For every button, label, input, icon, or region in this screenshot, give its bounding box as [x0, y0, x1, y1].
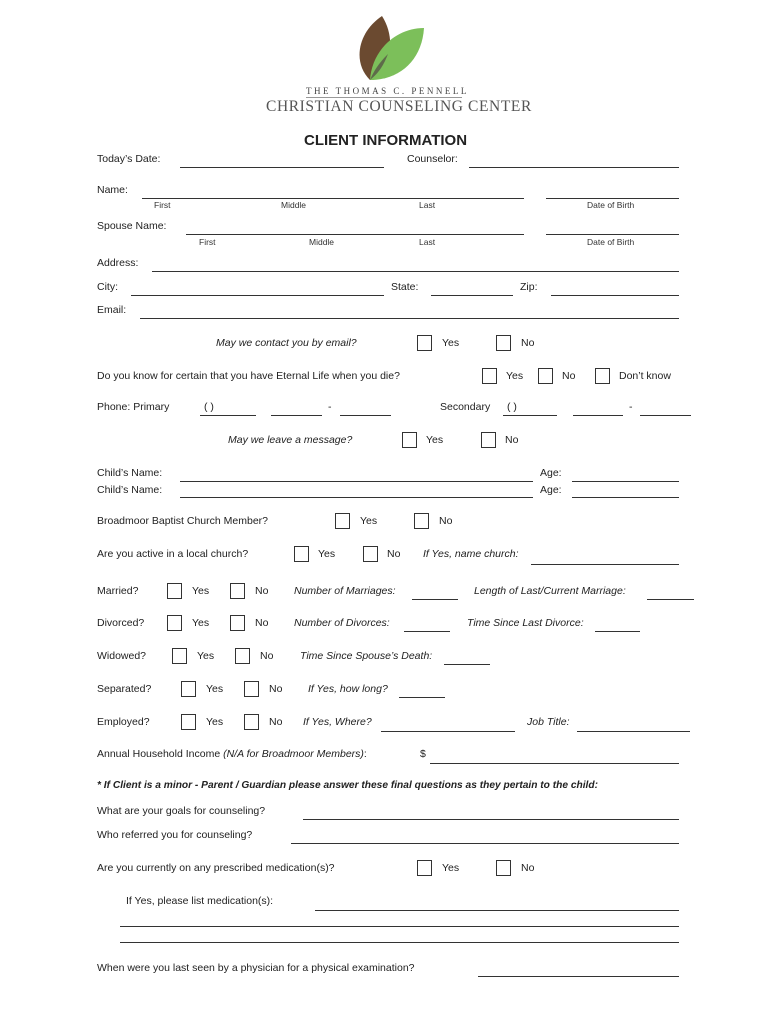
eternal-life-yes-label: Yes — [506, 370, 524, 382]
eternal-life-question: Do you know for certain that you have Eternal Life when you die? — [97, 370, 400, 382]
num-divorces-field[interactable] — [404, 631, 450, 632]
primary-prefix-field[interactable] — [271, 415, 322, 416]
married-question: Married? — [97, 585, 139, 597]
employed-yes-label: Yes — [206, 716, 224, 728]
child-age-field-2[interactable] — [572, 497, 679, 498]
address-field[interactable] — [152, 271, 679, 272]
child-name-field-2[interactable] — [180, 497, 533, 498]
goals-question: What are your goals for counseling? — [97, 805, 266, 817]
broadmoor-no-checkbox[interactable] — [414, 513, 429, 529]
time-since-death-field[interactable] — [444, 664, 490, 665]
broadmoor-yes-label: Yes — [360, 515, 378, 527]
medications-field-3[interactable] — [120, 942, 679, 943]
church-name-field[interactable] — [531, 564, 679, 565]
active-church-yes-label: Yes — [318, 548, 336, 560]
referred-question: Who referred you for counseling? — [97, 829, 253, 841]
address-label: Address: — [97, 257, 139, 269]
name-field[interactable] — [142, 198, 524, 199]
spouse-name-label: Spouse Name: — [97, 220, 167, 232]
counselor-field[interactable] — [469, 167, 679, 168]
child-age-field-1[interactable] — [572, 481, 679, 482]
time-since-divorce-field[interactable] — [595, 631, 640, 632]
secondary-prefix-field[interactable] — [573, 415, 623, 416]
contact-email-no-label: No — [521, 337, 535, 349]
income-field[interactable] — [430, 763, 679, 764]
leave-message-question: May we leave a message? — [228, 434, 353, 446]
phone-primary-label: Phone: Primary — [97, 401, 170, 413]
name-middle-caption: Middle — [281, 200, 307, 210]
married-yes-label: Yes — [192, 585, 210, 597]
spouse-last-caption: Last — [419, 237, 436, 247]
spouse-name-field[interactable] — [186, 234, 524, 235]
widowed-no-checkbox[interactable] — [235, 648, 250, 664]
broadmoor-member-question: Broadmoor Baptist Church Member? — [97, 515, 268, 527]
medication-question: Are you currently on any prescribed medication(s)? — [97, 862, 335, 874]
job-title-label: Job Title: — [527, 716, 570, 728]
separated-yes-label: Yes — [206, 683, 224, 695]
logo-line-2: CHRISTIAN COUNSELING CENTER — [266, 98, 532, 115]
state-label: State: — [391, 281, 419, 293]
zip-field[interactable] — [551, 295, 679, 296]
todays-date-field[interactable] — [180, 167, 384, 168]
active-church-question: Are you active in a local church? — [97, 548, 249, 560]
logo-line-1: THE THOMAS C. PENNELL — [306, 86, 469, 96]
spouse-first-caption: First — [199, 237, 216, 247]
spouse-dob-field[interactable] — [546, 234, 679, 235]
secondary-dash: - — [629, 401, 633, 413]
page-title: CLIENT INFORMATION — [304, 132, 468, 149]
referred-field[interactable] — [291, 843, 679, 844]
employer-label: If Yes, Where? — [303, 716, 372, 728]
medications-field-1[interactable] — [315, 910, 679, 911]
length-marriage-label: Length of Last/Current Marriage: — [474, 585, 626, 597]
primary-dash: - — [328, 401, 332, 413]
separated-question: Separated? — [97, 683, 152, 695]
eternal-life-yes-checkbox[interactable] — [482, 368, 497, 384]
email-label: Email: — [97, 304, 127, 316]
phone-secondary-label: Secondary — [440, 401, 491, 413]
divorced-yes-label: Yes — [192, 617, 210, 629]
counselor-label: Counselor: — [407, 153, 458, 165]
medication-no-checkbox[interactable] — [496, 860, 511, 876]
income-note: (N/A for Broadmoor Members) — [223, 748, 364, 760]
child-name-label-1: Child’s Name: — [97, 467, 163, 479]
widowed-yes-checkbox[interactable] — [172, 648, 187, 664]
city-label: City: — [97, 281, 118, 293]
dob-field[interactable] — [546, 198, 679, 199]
broadmoor-yes-checkbox[interactable] — [335, 513, 350, 529]
leave-message-no-checkbox[interactable] — [481, 432, 496, 448]
eternal-life-dont-know-checkbox[interactable] — [595, 368, 610, 384]
employed-yes-checkbox[interactable] — [181, 714, 196, 730]
child-age-label-1: Age: — [540, 467, 562, 479]
leaf-logo-icon — [350, 14, 430, 86]
child-age-label-2: Age: — [540, 484, 562, 496]
spouse-dob-caption: Date of Birth — [587, 237, 635, 247]
spouse-middle-caption: Middle — [309, 237, 335, 247]
eternal-life-no-checkbox[interactable] — [538, 368, 553, 384]
medication-yes-checkbox[interactable] — [417, 860, 432, 876]
num-marriages-field[interactable] — [412, 599, 458, 600]
secondary-area-code-field[interactable] — [503, 415, 557, 416]
zip-label: Zip: — [520, 281, 538, 293]
contact-email-yes-label: Yes — [442, 337, 460, 349]
time-since-divorce-label: Time Since Last Divorce: — [467, 617, 584, 629]
minor-note: * If Client is a minor - Parent / Guardian please answer these final questions as they pertain to the child: — [97, 780, 599, 791]
divorced-yes-checkbox[interactable] — [167, 615, 182, 631]
broadmoor-no-label: No — [439, 515, 453, 527]
separated-no-checkbox[interactable] — [244, 681, 259, 697]
eternal-life-no-label: No — [562, 370, 576, 382]
secondary-area-code: ( ) — [507, 401, 517, 413]
name-church-label: If Yes, name church: — [423, 548, 519, 560]
primary-line-field[interactable] — [340, 415, 391, 416]
dollar-sign: $ — [420, 748, 426, 760]
name-last-caption: Last — [419, 200, 436, 210]
divorced-question: Divorced? — [97, 617, 145, 629]
employer-field[interactable] — [381, 731, 515, 732]
widowed-no-label: No — [260, 650, 274, 662]
dob-caption: Date of Birth — [587, 200, 635, 210]
city-field[interactable] — [131, 295, 384, 296]
list-medications-label: If Yes, please list medication(s): — [126, 895, 274, 907]
separated-no-label: No — [269, 683, 283, 695]
employed-no-checkbox[interactable] — [244, 714, 259, 730]
medications-field-2[interactable] — [120, 926, 679, 927]
medication-yes-label: Yes — [442, 862, 460, 874]
primary-area-code-field[interactable] — [200, 415, 256, 416]
widowed-yes-label: Yes — [197, 650, 215, 662]
separated-yes-checkbox[interactable] — [181, 681, 196, 697]
email-field[interactable] — [140, 318, 679, 319]
num-marriages-label: Number of Marriages: — [294, 585, 396, 597]
active-church-no-checkbox[interactable] — [363, 546, 378, 562]
child-name-label-2: Child’s Name: — [97, 484, 163, 496]
married-no-label: No — [255, 585, 269, 597]
child-name-field-1[interactable] — [180, 481, 533, 482]
married-no-checkbox[interactable] — [230, 583, 245, 599]
employed-question: Employed? — [97, 716, 150, 728]
active-church-yes-checkbox[interactable] — [294, 546, 309, 562]
income-label-main: Annual Household Income — [97, 748, 224, 760]
todays-date-label: Today’s Date: — [97, 153, 161, 165]
secondary-line-field[interactable] — [640, 415, 691, 416]
state-field[interactable] — [431, 295, 513, 296]
length-marriage-field[interactable] — [647, 599, 694, 600]
leave-message-yes-checkbox[interactable] — [402, 432, 417, 448]
married-yes-checkbox[interactable] — [167, 583, 182, 599]
physician-question: When were you last seen by a physician for a physical examination? — [97, 962, 415, 974]
contact-email-no-checkbox[interactable] — [496, 335, 511, 351]
time-since-death-label: Time Since Spouse’s Death: — [300, 650, 433, 662]
eternal-life-dont-know-label: Don’t know — [619, 370, 671, 382]
divorced-no-label: No — [255, 617, 269, 629]
widowed-question: Widowed? — [97, 650, 147, 662]
active-church-no-label: No — [387, 548, 401, 560]
income-label — [97, 748, 367, 760]
name-label: Name: — [97, 184, 128, 196]
name-first-caption: First — [154, 200, 171, 210]
income-colon: : — [363, 748, 367, 760]
goals-field[interactable] — [303, 819, 679, 820]
employed-no-label: No — [269, 716, 283, 728]
leave-message-no-label: No — [505, 434, 519, 446]
job-title-field[interactable] — [577, 731, 690, 732]
divorced-no-checkbox[interactable] — [230, 615, 245, 631]
contact-email-yes-checkbox[interactable] — [417, 335, 432, 351]
num-divorces-label: Number of Divorces: — [294, 617, 390, 629]
primary-area-code: ( ) — [204, 401, 214, 413]
leave-message-yes-label: Yes — [426, 434, 444, 446]
how-long-field[interactable] — [399, 697, 445, 698]
physician-field[interactable] — [478, 976, 679, 977]
contact-email-question: May we contact you by email? — [216, 337, 357, 349]
medication-no-label: No — [521, 862, 535, 874]
how-long-label: If Yes, how long? — [308, 683, 388, 695]
